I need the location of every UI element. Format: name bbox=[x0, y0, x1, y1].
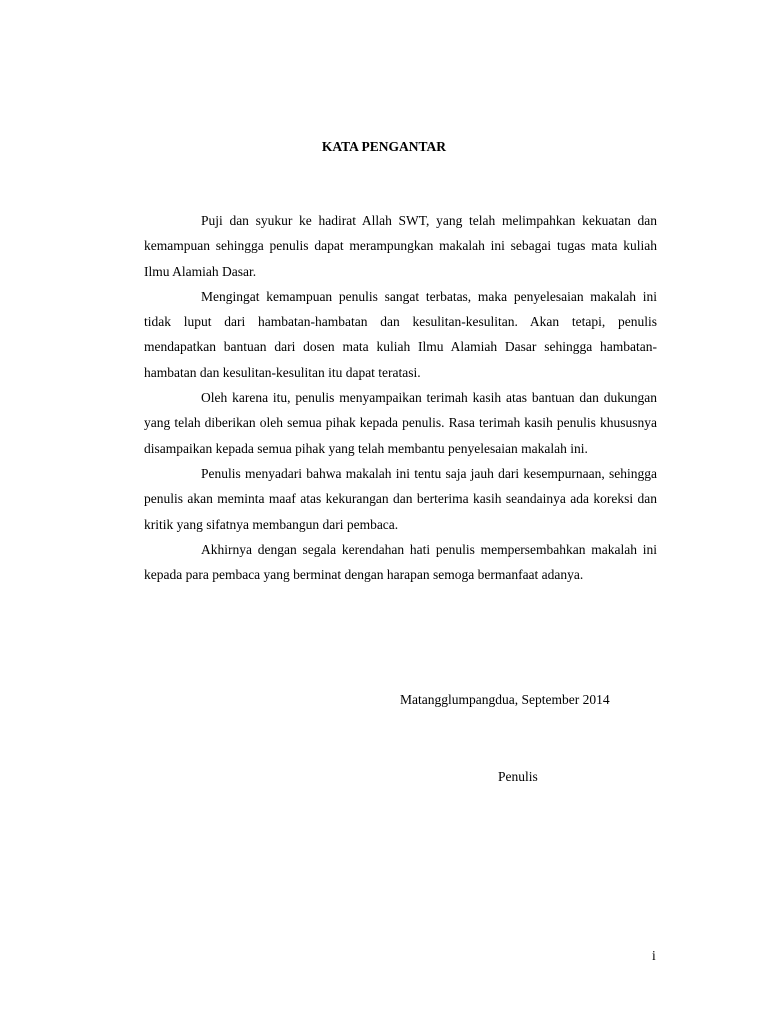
body-text bbox=[144, 208, 657, 587]
page-title: KATA PENGANTAR bbox=[321, 139, 447, 154]
page-number: i bbox=[652, 948, 656, 963]
place-date: Matangglumpangdua, September 2014 bbox=[400, 692, 610, 707]
paragraph-3: Oleh karena itu, penulis menyampaikan terimah kasih atas bantuan dan dukungan yang telah diberikan oleh semua pihak kepada penulis. Rasa terimah kasih penulis khususnya disampaikan kepada semua pihak yang telah membantu penyelesaian makalah ini. bbox=[144, 390, 657, 456]
paragraph-2: Mengingat kemampuan penulis sangat terbatas, maka penyelesaian makalah ini tidak luput dari hambatan-hambatan dan kesulitan-kesulitan. Akan tetapi, penulis mendapatkan bantuan dari dosen mata kuliah Ilmu Alamiah Dasar sehingga hambatan-hambatan dan kesulitan-kesulitan itu dapat teratasi. bbox=[144, 288, 657, 380]
paragraph-1: Puji dan syukur ke hadirat Allah SWT, yang telah melimpahkan kekuatan dan kemampuan sehingga penulis dapat merampungkan makalah ini sebagai tugas mata kuliah Ilmu Alamiah Dasar. bbox=[144, 213, 657, 279]
paragraph-5: Akhirnya dengan segala kerendahan hati penulis mempersembahkan makalah ini kepada para pembaca yang berminat dengan harapan semoga bermanfaat adanya. bbox=[144, 541, 657, 583]
signer-name: Penulis bbox=[498, 769, 538, 784]
paragraph-4: Penulis menyadari bahwa makalah ini tentu saja jauh dari kesempurnaan, sehingga penulis akan meminta maaf atas kekurangan dan berterima kasih seandainya ada koreksi dan kritik yang sifatnya membangun dari pembaca. bbox=[144, 465, 657, 532]
